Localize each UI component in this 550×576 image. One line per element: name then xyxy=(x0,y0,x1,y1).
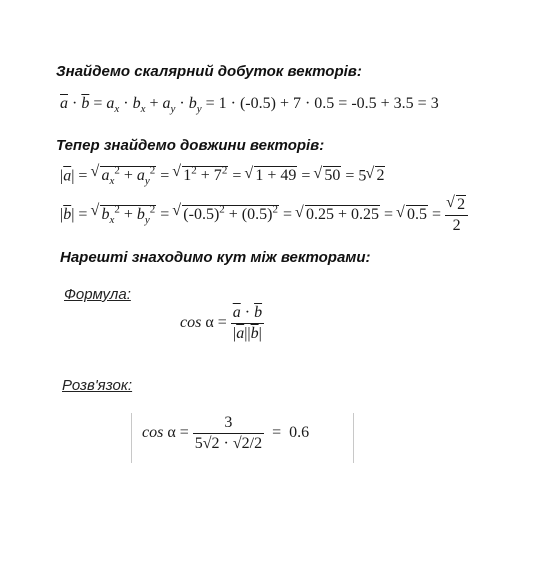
len-a-step4: = 5 xyxy=(345,167,367,185)
solution-denominator: 5√2 · √2/2 xyxy=(194,435,263,452)
len-a-step1: 1 xyxy=(183,167,192,185)
len-a-step4-rad: 2 xyxy=(376,167,385,185)
len-a-step2: 1 + 49 xyxy=(255,167,297,185)
solution-label: Розв'язок: xyxy=(62,377,133,394)
dot-product-calculation: = 1 · (-0.5) + 7 · 0.5 = -0.5 + 3.5 = 3 xyxy=(205,95,439,112)
len-b-result-rad: 2 xyxy=(457,196,466,213)
heading-dot-product: Знайдемо скалярний добуток векторів: xyxy=(56,63,362,80)
solution-equation: cos α = $\frac{3}{5√2 \cdot √2/2}$ = 0.6 xyxy=(142,414,310,452)
len-a-step3: 50 xyxy=(324,167,341,185)
len-b-step2: 0.25 + 0.25 xyxy=(305,206,380,224)
heading-angle: Нарешті знаходимо кут між векторами: xyxy=(60,249,371,266)
length-a-equation: $|\overline{a}|$ = √ $a_x^2 + a_y^2$ = √ $1^2 + 7^2$ = √ 1 + 49 = √ 50 = 5 √ 2 xyxy=(60,165,385,188)
solution-result: 0.6 xyxy=(289,424,310,442)
len-b-result xyxy=(445,196,468,235)
cos-formula: cos α = $\frac{\overline{a} \cdot \overline{b}}{|\overline{a}||\overline{b}|}$ xyxy=(180,304,263,342)
len-b-step1b: + (0.5) xyxy=(228,206,273,224)
len-b-result-den: 2 xyxy=(445,215,468,235)
dot-product-equation: $\overline{a} \cdot \overline{b} = a_x \cdot b_x + a_y \cdot b_y = 1 \cdot (-0.5) + 7 \cdot 0.5 = -0.5 + 3.5 = 3$ xyxy=(60,95,439,116)
heading-lengths: Тепер знайдемо довжини векторів: xyxy=(56,137,325,154)
length-b-equation: $|\overline{b}|$ = √ $b_x^2 + b_y^2$ = √ $(-0.5)^2 + (0.5)^2$ = √ 0.25 + 0.25 = √ 0.5 = √ $\frac{2}{2}$ xyxy=(60,196,468,235)
len-b-step3: 0.5 xyxy=(407,206,428,224)
solution-numerator: 3 xyxy=(224,414,233,431)
len-b-step1: (-0.5) xyxy=(183,206,220,224)
formula-label: Формула: xyxy=(64,286,131,303)
